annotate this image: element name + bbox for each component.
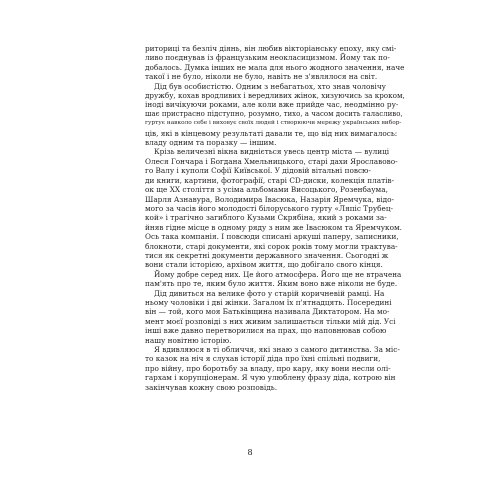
text-line: про війну, про боротьбу за владу, про кару, яку вони несли олі- [145, 363, 391, 373]
text-line: мент моєї розповіді з них живим залишається тільки мій дід. Усі [145, 316, 396, 326]
text-line: ливо поєднував із французьким неокласицизмом. Йому так по- [145, 53, 390, 63]
body-text [145, 44, 405, 392]
text-line: нашу новітню історію. [145, 335, 232, 345]
text-line: ди книги, картини, фотографії, старі CD-диски, колекція платів- [145, 175, 395, 185]
text-line: кой» і трагічно загиблого Кузьми Скрябіна, який з роками за- [145, 213, 387, 223]
text-line: го Валу і куполи Софії Київської. У дідовій вітальні повсю- [145, 166, 371, 176]
text-line: вони стали історією, архівом життя, що добігало свого кінця. [145, 260, 383, 270]
text-line: Олеся Гончара і Богдана Хмельницького, старі дахи Ярославово- [145, 156, 398, 166]
text-line: дружбу, кохав вродливих і вередливих жінок, хизуючись за кроком, [145, 91, 405, 101]
text-line: ців, які в кінцевому результаті давали те, що від них вимагалось: [145, 128, 398, 138]
text-line: Йому добре серед них. Це його атмосфера. Його ще не втрачена [154, 269, 402, 279]
text-line: закінчував кожну свою розповідь. [145, 382, 278, 392]
text-line: гуртує навколо себе і виховує своїх людей і створюючи мережу українських вибор- [145, 120, 402, 127]
text-line: ок ще XX століття з усіма альбомами Висоцького, Розенбаума, [145, 185, 388, 195]
text-line: Я вдивляюся в ті обличчя, які знаю з самого дитинства. За міс- [154, 345, 400, 354]
text-line: риториці та безліч діянь, він любив вікторіанську епоху, яку смі- [145, 44, 397, 53]
text-line: пам'ять про те, яким було життя. Яким воно вже ніколи не буде. [145, 279, 398, 289]
text-line: гархам і корупціонерам. Я чую улюблену фразу діда, котрою він [145, 373, 396, 383]
text-line: тися як секретні документи державного значення. Сьогодні ж [145, 250, 389, 260]
text-line: добалось. Думка інших не мала для нього жодного значення, наче [145, 62, 405, 72]
text-line: такої і не було, ніколи не було, навіть не з'являлося на світ. [145, 72, 378, 82]
text-line: йняв гідне місце в одному ряду з ним же Івасюком та Яремчуком. [145, 222, 403, 232]
text-line: ньому чоловіки і дві жінки. Загалом їх п'ятнадцять. Посередині [145, 297, 392, 307]
text-line: блокноти, старі документи, які сорок років тому могли трактува- [145, 241, 398, 251]
text-line: то казок на ніч я слухав історії діда про їхні спільні подвиги, [145, 354, 381, 364]
text-line: Крізь величезні вікна видніється увесь центр міста — вулиці [154, 147, 390, 157]
text-line: інші вже давно перетворилися на прах, що наповнював собою [145, 326, 387, 336]
text-line: владу одним та поразку — іншим. [145, 138, 277, 148]
text-line: мого за часів його молодості білоруського гурту «Ляпіс Трубец- [145, 203, 393, 213]
page-number: 8 [247, 448, 253, 457]
text-line: він — той, кого моя Батьківщина називала Диктатором. На мо- [145, 307, 390, 317]
text-line: Ось така компанія. І повсюди списані аркуші паперу, записники, [145, 232, 399, 242]
text-line: Шарля Азнавура, Володимира Івасюка, Назарія Яремчука, відо- [145, 194, 395, 204]
text-line: шає пристрасно підступно, розумно, тихо, а часом досить галасливо, [145, 109, 403, 118]
text-line: іноді вичікуючи роками, але коли вже прийде час, неодмінно ру- [145, 100, 399, 110]
text-line: Дід був особистістю. Одним з небагатьох, хто знав чоловічу [154, 81, 386, 91]
text-line: Дід дивиться на велике фото у старій коричневій рамці. На [154, 288, 385, 298]
